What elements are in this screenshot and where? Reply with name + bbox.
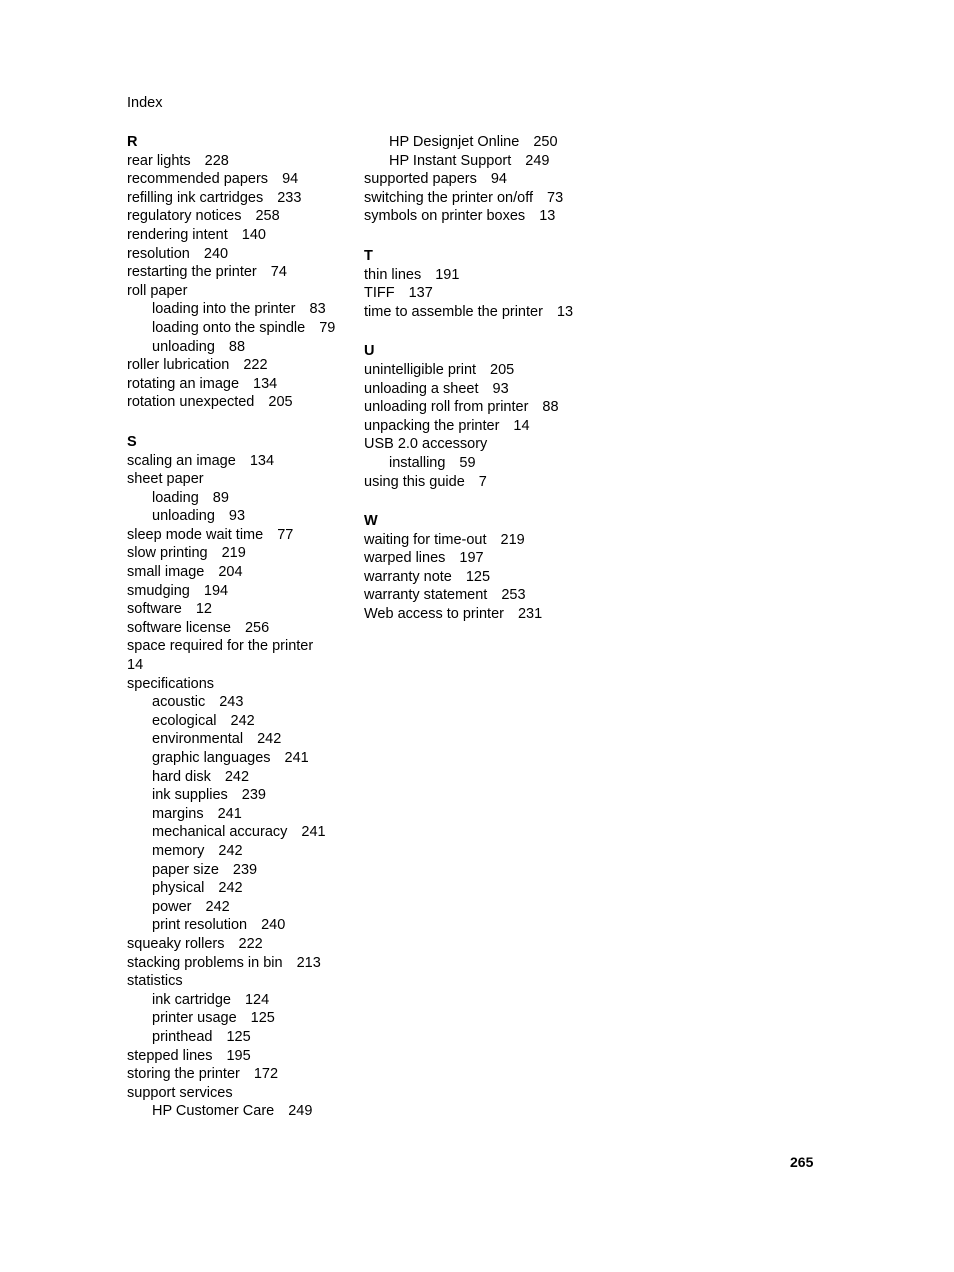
index-entry	[127, 207, 357, 226]
entry-term: squeaky rollers	[127, 935, 225, 952]
entry-term: margins	[152, 805, 204, 822]
entry-term: physical	[152, 880, 205, 897]
index-entry	[364, 586, 624, 605]
entry-term: unloading a sheet	[364, 380, 479, 397]
entry-page-ref[interactable]: 83	[309, 301, 326, 318]
index-entry	[127, 563, 357, 582]
section-gap	[364, 321, 624, 342]
index-entry	[127, 619, 357, 638]
entry-page-ref[interactable]: 233	[277, 189, 302, 206]
index-entry	[127, 954, 357, 973]
index-column-left	[127, 133, 357, 1121]
entry-page-ref[interactable]: 249	[288, 1103, 313, 1120]
section-letter: S	[127, 433, 137, 450]
index-subentry	[127, 730, 357, 749]
entry-term: storing the printer	[127, 1066, 240, 1083]
entry-term: unpacking the printer	[364, 417, 500, 434]
index-subentry	[127, 842, 357, 861]
entry-term: mechanical accuracy	[152, 824, 288, 841]
entry-term: smudging	[127, 582, 190, 599]
entry-page-ref[interactable]: 219	[221, 545, 246, 562]
index-entry	[127, 1084, 357, 1103]
entry-page-ref[interactable]: 88	[542, 399, 559, 416]
index-subentry	[127, 991, 357, 1010]
entry-page-ref[interactable]: 256	[244, 619, 270, 636]
entry-term: warranty note	[364, 568, 452, 585]
section-letter: T	[364, 247, 373, 264]
index-entry	[364, 284, 624, 303]
entry-page-ref[interactable]: 88	[228, 338, 246, 355]
entry-page-ref[interactable]: 213	[296, 954, 321, 971]
entry-term: time to assemble the printer	[364, 303, 543, 320]
entry-term: support services	[127, 1084, 233, 1101]
entry-term: warped lines	[364, 550, 446, 567]
entry-page-ref[interactable]: 205	[490, 361, 515, 378]
entry-term: supported papers	[364, 171, 477, 188]
entry-term: unloading	[152, 508, 215, 525]
index-subentry	[127, 1102, 357, 1121]
index-subentry	[127, 1028, 357, 1047]
entry-page-ref[interactable]: 242	[205, 898, 230, 915]
entry-term: acoustic	[152, 694, 206, 711]
index-subentry	[127, 861, 357, 880]
entry-page-ref[interactable]: 125	[250, 1010, 275, 1027]
index-entry	[364, 605, 624, 624]
entry-page-ref[interactable]: 240	[261, 917, 286, 934]
index-subentry	[127, 823, 357, 842]
entry-term: sheet paper	[127, 471, 204, 488]
section-letter: R	[127, 134, 138, 150]
entry-term: print resolution	[152, 917, 248, 934]
entry-page-ref[interactable]: 7	[478, 473, 487, 490]
entry-page-ref[interactable]: 93	[492, 380, 509, 397]
entry-term: specifications	[127, 675, 215, 692]
index-entry	[364, 266, 624, 285]
section-letter: W	[364, 513, 378, 530]
index-entry	[127, 375, 357, 394]
index-entry	[127, 282, 357, 301]
index-entry	[127, 245, 357, 264]
index-entry	[364, 417, 624, 436]
index-entry	[127, 582, 357, 601]
index-subentry	[127, 1009, 357, 1028]
entry-page-ref[interactable]: 242	[230, 712, 255, 729]
entry-page-ref[interactable]: 89	[212, 489, 229, 506]
entry-term: rendering intent	[127, 226, 228, 243]
entry-page-ref[interactable]: 14	[513, 417, 530, 434]
entry-term: refilling ink cartridges	[127, 189, 264, 206]
page-number: 265	[790, 1154, 814, 1170]
entry-page-ref[interactable]: 194	[203, 582, 229, 599]
index-subentry	[127, 507, 357, 526]
entry-page-ref[interactable]: 125	[465, 568, 491, 585]
entry-page-ref[interactable]: 172	[253, 1066, 279, 1083]
entry-page-ref[interactable]: 79	[319, 319, 336, 336]
entry-page-ref[interactable]: 250	[533, 134, 558, 150]
entry-term: paper size	[152, 861, 219, 878]
index-entry	[127, 470, 357, 489]
entry-page-ref[interactable]: 258	[255, 208, 280, 225]
entry-page-ref[interactable]: 253	[501, 587, 526, 604]
index-entry	[364, 380, 624, 399]
entry-term: waiting for time-out	[364, 531, 487, 548]
entry-page-ref[interactable]: 59	[459, 454, 476, 471]
entry-term: symbols on printer boxes	[364, 208, 526, 225]
entry-page-ref[interactable]: 134	[253, 375, 278, 392]
entry-page-ref[interactable]: 94	[490, 171, 507, 188]
entry-page-ref[interactable]: 77	[277, 526, 294, 543]
index-subentry	[127, 300, 357, 319]
entry-term: HP Instant Support	[389, 152, 512, 169]
entry-term: using this guide	[364, 473, 465, 490]
index-entry	[127, 1065, 357, 1084]
index-subentry	[364, 133, 624, 152]
section-gap	[127, 412, 357, 433]
entry-page-ref[interactable]: 94	[282, 171, 299, 188]
entry-term: loading onto the spindle	[152, 319, 306, 336]
entry-term: USB 2.0 accessory	[364, 436, 488, 453]
entry-term: environmental	[152, 731, 244, 748]
entry-page-ref[interactable]: 197	[459, 550, 484, 567]
index-entry	[364, 473, 624, 492]
entry-page-ref[interactable]: 205	[268, 394, 293, 411]
entry-page-ref[interactable]: 73	[547, 189, 564, 206]
index-subentry	[127, 916, 357, 935]
index-entry	[127, 189, 357, 208]
index-subentry	[127, 489, 357, 508]
index-entry	[364, 568, 624, 587]
entry-page-ref[interactable]: 222	[243, 357, 268, 374]
entry-term: roller lubrication	[127, 357, 230, 374]
entry-term: unloading roll from printer	[364, 399, 529, 416]
entry-page-ref[interactable]: 242	[224, 768, 250, 785]
index-subentry	[127, 805, 357, 824]
entry-term: warranty statement	[364, 587, 488, 604]
index-subentry	[127, 786, 357, 805]
entry-page-ref[interactable]: 228	[204, 152, 229, 169]
index-subentry	[127, 879, 357, 898]
index-entry	[127, 452, 357, 471]
entry-term: TIFF	[364, 285, 395, 302]
index-subentry	[127, 768, 357, 787]
index-entry	[364, 361, 624, 380]
entry-term: HP Designjet Online	[389, 134, 520, 150]
index-entry	[364, 398, 624, 417]
entry-term: rotating an image	[127, 375, 240, 392]
entry-term: rear lights	[127, 152, 191, 169]
entry-page-ref[interactable]: 13	[539, 208, 556, 225]
entry-term: thin lines	[364, 266, 422, 283]
entry-term: installing	[389, 454, 446, 471]
entry-page-ref[interactable]: 249	[525, 152, 550, 169]
entry-term: software license	[127, 619, 231, 636]
index-entry	[127, 263, 357, 282]
index-entry	[127, 600, 357, 619]
entry-term: ecological	[152, 712, 217, 729]
entry-page-ref[interactable]: 242	[218, 880, 243, 897]
entry-page-ref[interactable]: 243	[219, 694, 244, 711]
entry-term: printer usage	[152, 1010, 237, 1027]
index-column-right	[364, 133, 624, 624]
index-subentry	[127, 712, 357, 731]
index-subentry	[127, 693, 357, 712]
entry-term: unintelligible print	[364, 361, 477, 378]
entry-term: power	[152, 898, 192, 915]
index-entry	[127, 935, 357, 954]
entry-term: graphic languages	[152, 750, 271, 766]
entry-page-ref[interactable]: 137	[408, 285, 433, 302]
entry-page-ref[interactable]: 239	[241, 787, 266, 804]
entry-page-ref[interactable]: 124	[244, 991, 270, 1008]
entry-page-ref[interactable]: 14	[127, 657, 144, 674]
index-entry	[364, 531, 624, 550]
entry-page-ref[interactable]: 242	[218, 842, 243, 859]
index-subentry	[364, 152, 624, 171]
entry-term: statistics	[127, 973, 183, 990]
index-entry	[127, 1047, 357, 1066]
entry-term: stepped lines	[127, 1047, 213, 1064]
entry-page-ref[interactable]: 125	[226, 1028, 251, 1045]
index-entry	[127, 526, 357, 545]
index-entry	[127, 170, 357, 189]
entry-page-ref[interactable]: 241	[284, 750, 309, 766]
entry-term: slow printing	[127, 545, 208, 562]
entry-page-ref[interactable]: 241	[301, 824, 326, 841]
index-entry	[127, 152, 357, 171]
entry-term: sleep mode wait time	[127, 526, 264, 543]
index-subentry	[127, 338, 357, 357]
index-entry	[127, 544, 357, 563]
section-letter: U	[364, 343, 375, 360]
index-subentry	[127, 898, 357, 917]
entry-term: HP Customer Care	[152, 1103, 275, 1120]
entry-page-ref[interactable]: 13	[556, 303, 574, 320]
entry-page-ref[interactable]: 222	[238, 935, 263, 952]
index-entry	[364, 189, 624, 208]
entry-page-ref[interactable]: 219	[500, 531, 525, 548]
index-subentry	[127, 749, 357, 768]
entry-page-ref[interactable]: 93	[228, 508, 246, 525]
index-subentry	[364, 454, 624, 473]
entry-term: scaling an image	[127, 452, 236, 469]
index-entry	[127, 637, 357, 674]
index-entry	[364, 549, 624, 568]
index-subentry	[127, 319, 357, 338]
running-title: Index	[127, 95, 163, 111]
entry-term: software	[127, 601, 182, 618]
entry-term: ink cartridge	[152, 991, 231, 1008]
entry-term: small image	[127, 564, 205, 581]
entry-page-ref[interactable]: 204	[218, 564, 243, 581]
entry-page-ref[interactable]: 231	[517, 606, 543, 623]
entry-term: loading into the printer	[152, 301, 296, 318]
entry-page-ref[interactable]: 241	[217, 805, 242, 822]
entry-term: switching the printer on/off	[364, 189, 533, 206]
entry-page-ref[interactable]: 12	[195, 601, 212, 618]
entry-term: recommended papers	[127, 171, 269, 188]
entry-term: unloading	[152, 338, 215, 355]
entry-page-ref[interactable]: 140	[241, 226, 266, 243]
index-entry	[364, 170, 624, 189]
entry-term: roll paper	[127, 282, 188, 299]
entry-term: ink supplies	[152, 787, 228, 804]
entry-term: rotation unexpected	[127, 394, 255, 411]
section-gap	[364, 491, 624, 512]
entry-page-ref[interactable]: 191	[435, 266, 460, 283]
entry-page-ref[interactable]: 195	[226, 1047, 251, 1064]
index-entry	[127, 226, 357, 245]
entry-term: Web access to printer	[364, 606, 504, 623]
entry-term: loading	[152, 489, 199, 506]
index-entry	[127, 393, 357, 412]
entry-term: resolution	[127, 245, 190, 262]
index-entry	[127, 972, 357, 991]
entry-term: memory	[152, 842, 205, 859]
index-entry	[364, 303, 624, 322]
index-entry	[364, 207, 624, 226]
entry-page-ref[interactable]: 74	[270, 264, 287, 281]
entry-page-ref[interactable]: 240	[203, 245, 229, 262]
entry-term: space required for the printer	[127, 638, 314, 655]
entry-term: stacking problems in bin	[127, 954, 283, 971]
entry-page-ref[interactable]: 242	[257, 731, 282, 748]
index-entry	[364, 435, 624, 454]
entry-page-ref[interactable]: 239	[232, 861, 258, 878]
entry-page-ref[interactable]: 134	[249, 452, 275, 469]
index-entry	[127, 675, 357, 694]
entry-term: restarting the printer	[127, 264, 257, 281]
section-gap	[364, 226, 624, 247]
entry-term: hard disk	[152, 768, 211, 785]
entry-term: printhead	[152, 1028, 213, 1045]
entry-term: regulatory notices	[127, 208, 242, 225]
index-entry	[127, 356, 357, 375]
